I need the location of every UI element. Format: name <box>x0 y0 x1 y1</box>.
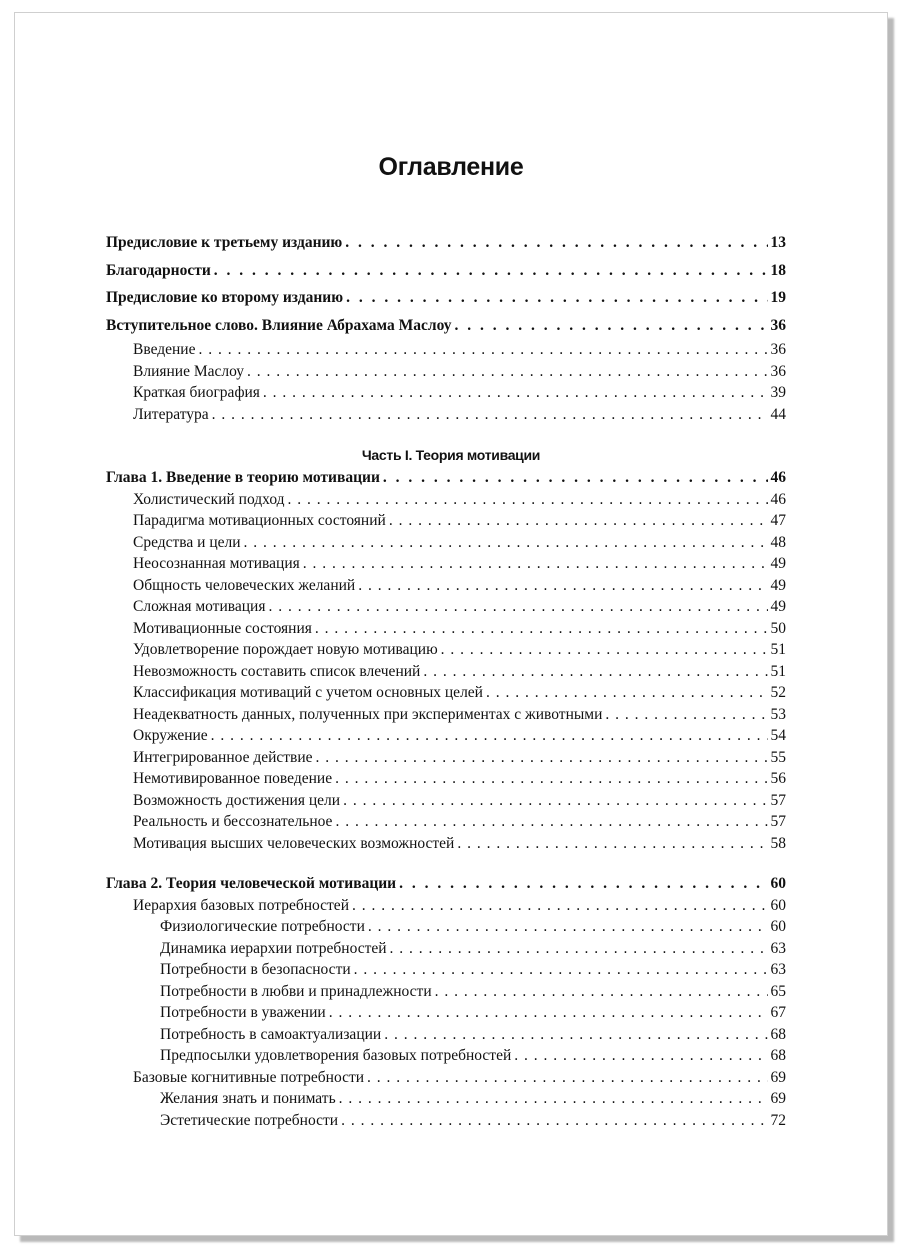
toc-chapter-1 <box>106 467 786 854</box>
toc-entry-title: Базовые когнитивные потребности <box>133 1068 365 1086</box>
toc-entry-page-number: 63 <box>770 939 786 957</box>
dot-leader <box>354 959 768 981</box>
toc-entry-page-number: 51 <box>770 641 786 658</box>
toc-entry <box>106 596 786 618</box>
toc-entry-title: Невозможность составить список влечений <box>133 662 421 680</box>
toc-entry <box>106 553 786 575</box>
toc-entry-title: Введение <box>133 341 196 358</box>
toc-entry-page-number: 67 <box>770 1004 786 1021</box>
toc-entry-page-number: 36 <box>770 316 786 334</box>
toc-front-matter <box>106 229 786 425</box>
toc-entry <box>106 382 786 404</box>
dot-leader <box>214 257 768 285</box>
dot-leader <box>212 404 768 426</box>
toc-entry-title: Мотивационные состояния <box>133 619 312 637</box>
toc-entry-title: Потребности в любви и принадлежности <box>160 982 432 1000</box>
toc-entry-page-number: 68 <box>770 1047 786 1064</box>
toc-entry <box>106 257 786 285</box>
toc-entry-page-number: 56 <box>770 770 786 787</box>
toc-entry-page-number: 36 <box>770 341 786 358</box>
toc-entry-page-number: 49 <box>770 555 786 572</box>
dot-leader <box>441 639 768 661</box>
toc-entry-title: Желания знать и понимать <box>160 1090 336 1107</box>
dot-leader <box>605 704 767 726</box>
toc-entry <box>106 916 786 938</box>
toc-entry <box>106 467 786 489</box>
toc-entry-page-number: 47 <box>770 512 786 529</box>
dot-leader <box>198 339 767 361</box>
toc-entry <box>106 339 786 361</box>
dot-leader <box>486 682 768 704</box>
dot-leader <box>211 725 768 747</box>
dot-leader <box>352 895 768 917</box>
toc-entry <box>106 833 786 855</box>
toc-entry-title: Предисловие ко второму изданию <box>106 289 344 306</box>
dot-leader <box>389 510 768 532</box>
dot-leader <box>390 938 768 960</box>
toc-entry-title: Благодарности <box>106 261 211 279</box>
toc-entry-title: Иерархия базовых потребностей <box>133 896 349 914</box>
dot-leader <box>316 747 768 769</box>
dot-leader <box>335 768 767 790</box>
toc-entry-title: Мотивация высших человеческих возможностей <box>133 834 455 852</box>
page-sheet <box>14 12 888 1236</box>
dot-leader <box>358 575 767 597</box>
toc-entry-title: Общность человеческих желаний <box>133 576 356 594</box>
toc-entry-title: Литература <box>133 405 209 423</box>
toc-entry-page-number: 63 <box>770 961 786 978</box>
toc-entry <box>106 1045 786 1067</box>
toc-entry <box>106 959 786 981</box>
toc-entry-page-number: 52 <box>770 684 786 701</box>
toc-entry-title: Потребности в уважении <box>160 1004 326 1021</box>
toc-entry <box>106 1067 786 1089</box>
toc-entry-page-number: 53 <box>770 705 786 723</box>
toc-entry-page-number: 72 <box>770 1111 786 1129</box>
toc-entry <box>106 284 786 312</box>
toc-entry <box>106 1110 786 1132</box>
toc-entry-title: Вступительное слово. Влияние Абрахама Маслоу <box>106 316 452 334</box>
toc-entry <box>106 811 786 833</box>
toc-entry-page-number: 57 <box>770 813 786 830</box>
toc-entry-page-number: 58 <box>770 834 786 852</box>
toc-entry-page-number: 68 <box>770 1025 786 1043</box>
toc-entry-title: Реальность и бессознательное <box>133 813 333 830</box>
dot-leader <box>383 467 768 489</box>
toc-entry-page-number: 69 <box>770 1090 786 1107</box>
dot-leader <box>399 873 767 895</box>
toc-entry-title: Предисловие к третьему изданию <box>106 234 343 251</box>
toc-entry-page-number: 60 <box>770 918 786 935</box>
toc-entry-title: Влияние Маслоу <box>133 362 245 380</box>
toc-entry-title: Окружение <box>133 727 208 744</box>
dot-leader <box>268 596 767 618</box>
dot-leader <box>368 916 768 938</box>
toc-entry <box>106 361 786 383</box>
toc-entry-title: Физиологические потребности <box>160 918 365 935</box>
toc-entry-title: Потребности в безопасности <box>160 961 351 978</box>
toc-entry-title: Глава 2. Теория человеческой мотивации <box>106 875 397 892</box>
toc-entry-page-number: 18 <box>770 261 786 279</box>
dot-leader <box>455 312 768 340</box>
toc-entry-title: Сложная мотивация <box>133 598 266 615</box>
toc-entry <box>106 981 786 1003</box>
toc-entry-page-number: 51 <box>770 662 786 680</box>
toc-entry-page-number: 46 <box>770 469 786 486</box>
toc-entry <box>106 510 786 532</box>
toc-entry-page-number: 49 <box>770 576 786 594</box>
dot-leader <box>339 1088 768 1110</box>
toc-entry-title: Возможность достижения цели <box>133 791 341 809</box>
toc-entry <box>106 1002 786 1024</box>
toc-entry-page-number: 65 <box>770 982 786 1000</box>
part-heading: Часть I. Теория мотивации <box>361 447 541 463</box>
toc-entry <box>106 229 786 257</box>
dot-leader <box>335 811 767 833</box>
toc-entry <box>106 790 786 812</box>
dot-leader <box>435 981 768 1003</box>
toc-entry-page-number: 49 <box>770 598 786 615</box>
toc-entry <box>106 661 786 683</box>
dot-leader <box>346 284 767 312</box>
toc-entry <box>106 725 786 747</box>
toc-entry-title: Потребность в самоактуализации <box>160 1025 382 1043</box>
dot-leader <box>423 661 767 683</box>
toc-entry <box>106 768 786 790</box>
toc-entry-title: Немотивированное поведение <box>133 770 333 787</box>
dot-leader <box>315 618 768 640</box>
dot-leader <box>341 1110 767 1132</box>
dot-leader <box>288 489 768 511</box>
toc-entry-page-number: 50 <box>770 619 786 637</box>
dot-leader <box>345 229 767 257</box>
toc-entry-page-number: 57 <box>770 791 786 809</box>
toc-entry <box>106 873 786 895</box>
toc-entry <box>106 895 786 917</box>
toc-entry <box>106 747 786 769</box>
toc-entry-page-number: 39 <box>770 384 786 401</box>
dot-leader <box>457 833 767 855</box>
toc-entry-title: Эстетические потребности <box>160 1111 339 1129</box>
toc-entry-page-number: 46 <box>770 490 786 508</box>
toc-entry <box>106 575 786 597</box>
dot-leader <box>263 382 768 404</box>
toc-entry <box>106 682 786 704</box>
toc-entry <box>106 1024 786 1046</box>
toc-entry <box>106 489 786 511</box>
dot-leader <box>384 1024 767 1046</box>
dot-leader <box>303 553 768 575</box>
toc-entry <box>106 704 786 726</box>
toc-entry-page-number: 69 <box>770 1068 786 1086</box>
dot-leader <box>247 361 767 383</box>
toc-entry-title: Парадигма мотивационных состояний <box>133 512 386 529</box>
page-title: Оглавление <box>378 153 524 181</box>
toc-entry <box>106 312 786 340</box>
toc-entry-title: Глава 1. Введение в теорию мотивации <box>106 469 380 486</box>
toc-entry-page-number: 60 <box>770 896 786 914</box>
toc-entry-page-number: 44 <box>770 405 786 423</box>
toc-entry <box>106 639 786 661</box>
toc-entry-page-number: 54 <box>770 727 786 744</box>
toc-entry-title: Интегрированное действие <box>133 748 313 766</box>
toc-entry-page-number: 60 <box>770 875 786 892</box>
toc-entry-page-number: 55 <box>770 748 786 766</box>
toc-entry <box>106 532 786 554</box>
dot-leader <box>367 1067 767 1089</box>
dot-leader <box>343 790 767 812</box>
toc-entry-page-number: 19 <box>770 289 786 306</box>
toc-entry-title: Удовлетворение порождает новую мотивацию <box>133 641 438 658</box>
toc-entry-page-number: 48 <box>770 533 786 551</box>
toc-entry-title: Краткая биография <box>133 384 260 401</box>
toc-entry <box>106 404 786 426</box>
toc-entry <box>106 618 786 640</box>
dot-leader <box>244 532 768 554</box>
dot-leader <box>514 1045 767 1067</box>
toc-entry-page-number: 36 <box>770 362 786 380</box>
toc-entry-title: Классификация мотиваций с учетом основных целей <box>133 684 483 701</box>
dot-leader <box>329 1002 768 1024</box>
toc-entry <box>106 1088 786 1110</box>
toc-entry-title: Неадекватность данных, полученных при экспериментах с животными <box>133 705 603 723</box>
toc-entry <box>106 938 786 960</box>
toc-entry-page-number: 13 <box>770 234 786 251</box>
toc-entry-title: Холистический подход <box>133 490 285 508</box>
toc-entry-title: Динамика иерархии потребностей <box>160 939 387 957</box>
toc-entry-title: Средства и цели <box>133 533 241 551</box>
toc-entry-title: Неосознанная мотивация <box>133 555 300 572</box>
toc-entry-title: Предпосылки удовлетворения базовых потребностей <box>160 1047 512 1064</box>
toc-chapter-2 <box>106 873 786 1131</box>
